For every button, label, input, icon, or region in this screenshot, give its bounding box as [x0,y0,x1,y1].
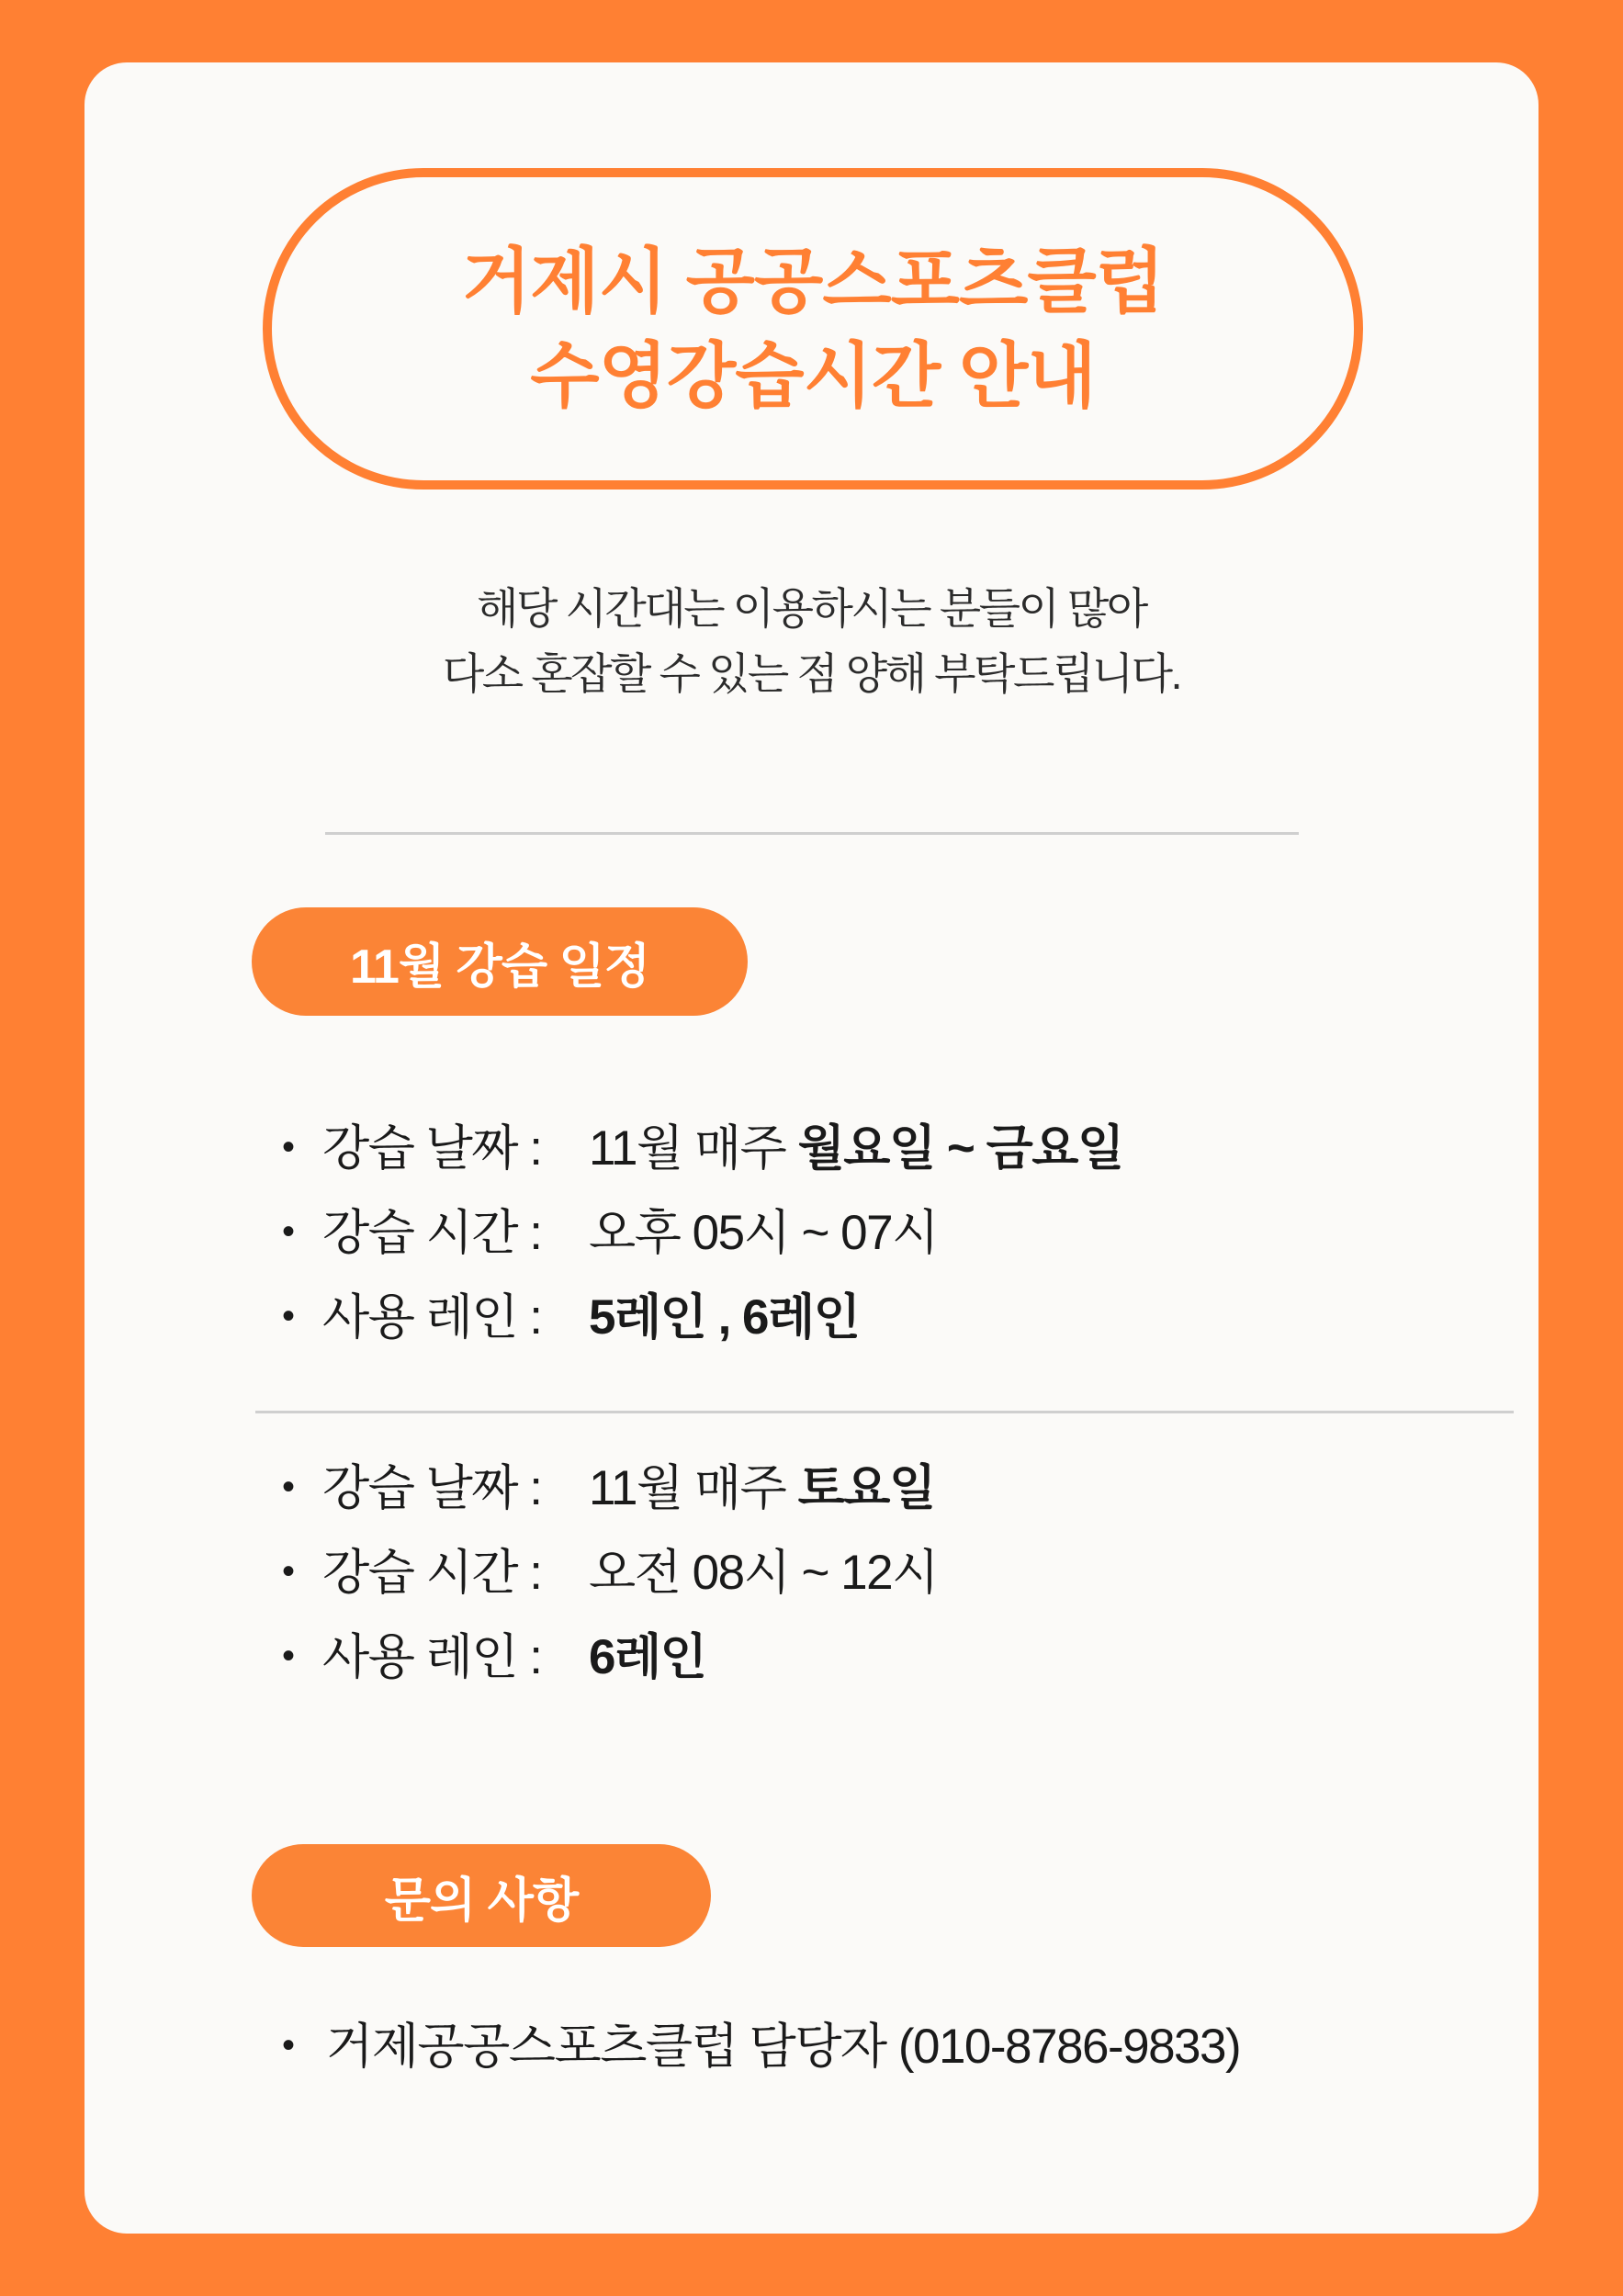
schedule-block-weekday [282,1109,1494,1363]
schedule-row-label: 강습 날짜 : [322,1121,542,1176]
schedule-row-value-plain: 오후 05시 ~ 07시 [589,1206,938,1260]
schedule-row-value-bold: 6레인 [589,1630,706,1684]
contact-section-badge: 문의 사항 [252,1844,711,1947]
divider-between-blocks [255,1411,1514,1413]
bullet-icon [282,1129,322,1165]
bullet-icon [282,1553,322,1590]
bullet-icon [282,1638,322,1674]
schedule-row [282,1109,1494,1194]
poster-subtitle-line-2: 다소 혼잡할 수 있는 점 양해 부탁드립니다. [442,648,1181,698]
schedule-row-value-bold: 5레인 , 6레인 [589,1290,860,1345]
schedule-row [282,1278,1494,1363]
schedule-row-value [589,1534,938,1604]
divider-top [325,832,1299,835]
schedule-row [282,1534,1494,1618]
poster-card [85,62,1538,2234]
bullet-icon [282,1469,322,1505]
poster-subtitle-line-1: 해당 시간대는 이용하시는 분들이 많아 [477,584,1146,633]
contact-row [282,2008,1240,2077]
schedule-row-label: 강습 시간 : [322,1206,542,1260]
schedule-block-saturday [282,1449,1494,1703]
bullet-icon [282,2027,326,2064]
schedule-row-value-plain: 오전 08시 ~ 12시 [589,1546,938,1600]
poster-title-line-1: 거제시 공공스포츠클럽 [461,241,1165,322]
schedule-row-value [589,1194,938,1264]
schedule-row [282,1618,1494,1703]
schedule-row-value-plain: 11월 매주 [589,1121,798,1176]
schedule-row-label: 사용 레인 : [322,1630,542,1684]
contact-text: 거제공공스포츠클럽 담당자 (010-8786-9833) [326,2020,1241,2074]
bullet-icon [282,1298,322,1334]
poster-title-line-2: 수영강습시간 안내 [530,335,1096,416]
schedule-row [282,1449,1494,1534]
schedule-row-value [589,1278,859,1348]
schedule-row-value [589,1618,705,1688]
schedule-row-value [589,1449,935,1519]
schedule-row-value-plain: 11월 매주 [589,1461,798,1515]
poster-subtitle [85,577,1538,706]
schedule-row-value [589,1109,1123,1179]
schedule-row-label: 강습 시간 : [322,1546,542,1600]
bullet-icon [282,1213,322,1250]
schedule-row-label: 사용 레인 : [322,1290,542,1345]
schedule-row-value-bold: 토요일 [797,1461,935,1515]
schedule-row-label: 강습 날짜 : [322,1461,542,1515]
poster-title-pill [263,168,1363,490]
schedule-row [282,1194,1494,1278]
schedule-row-value-bold: 월요일 ~ 금요일 [797,1121,1123,1176]
schedule-section-badge: 11월 강습 일정 [252,907,748,1016]
